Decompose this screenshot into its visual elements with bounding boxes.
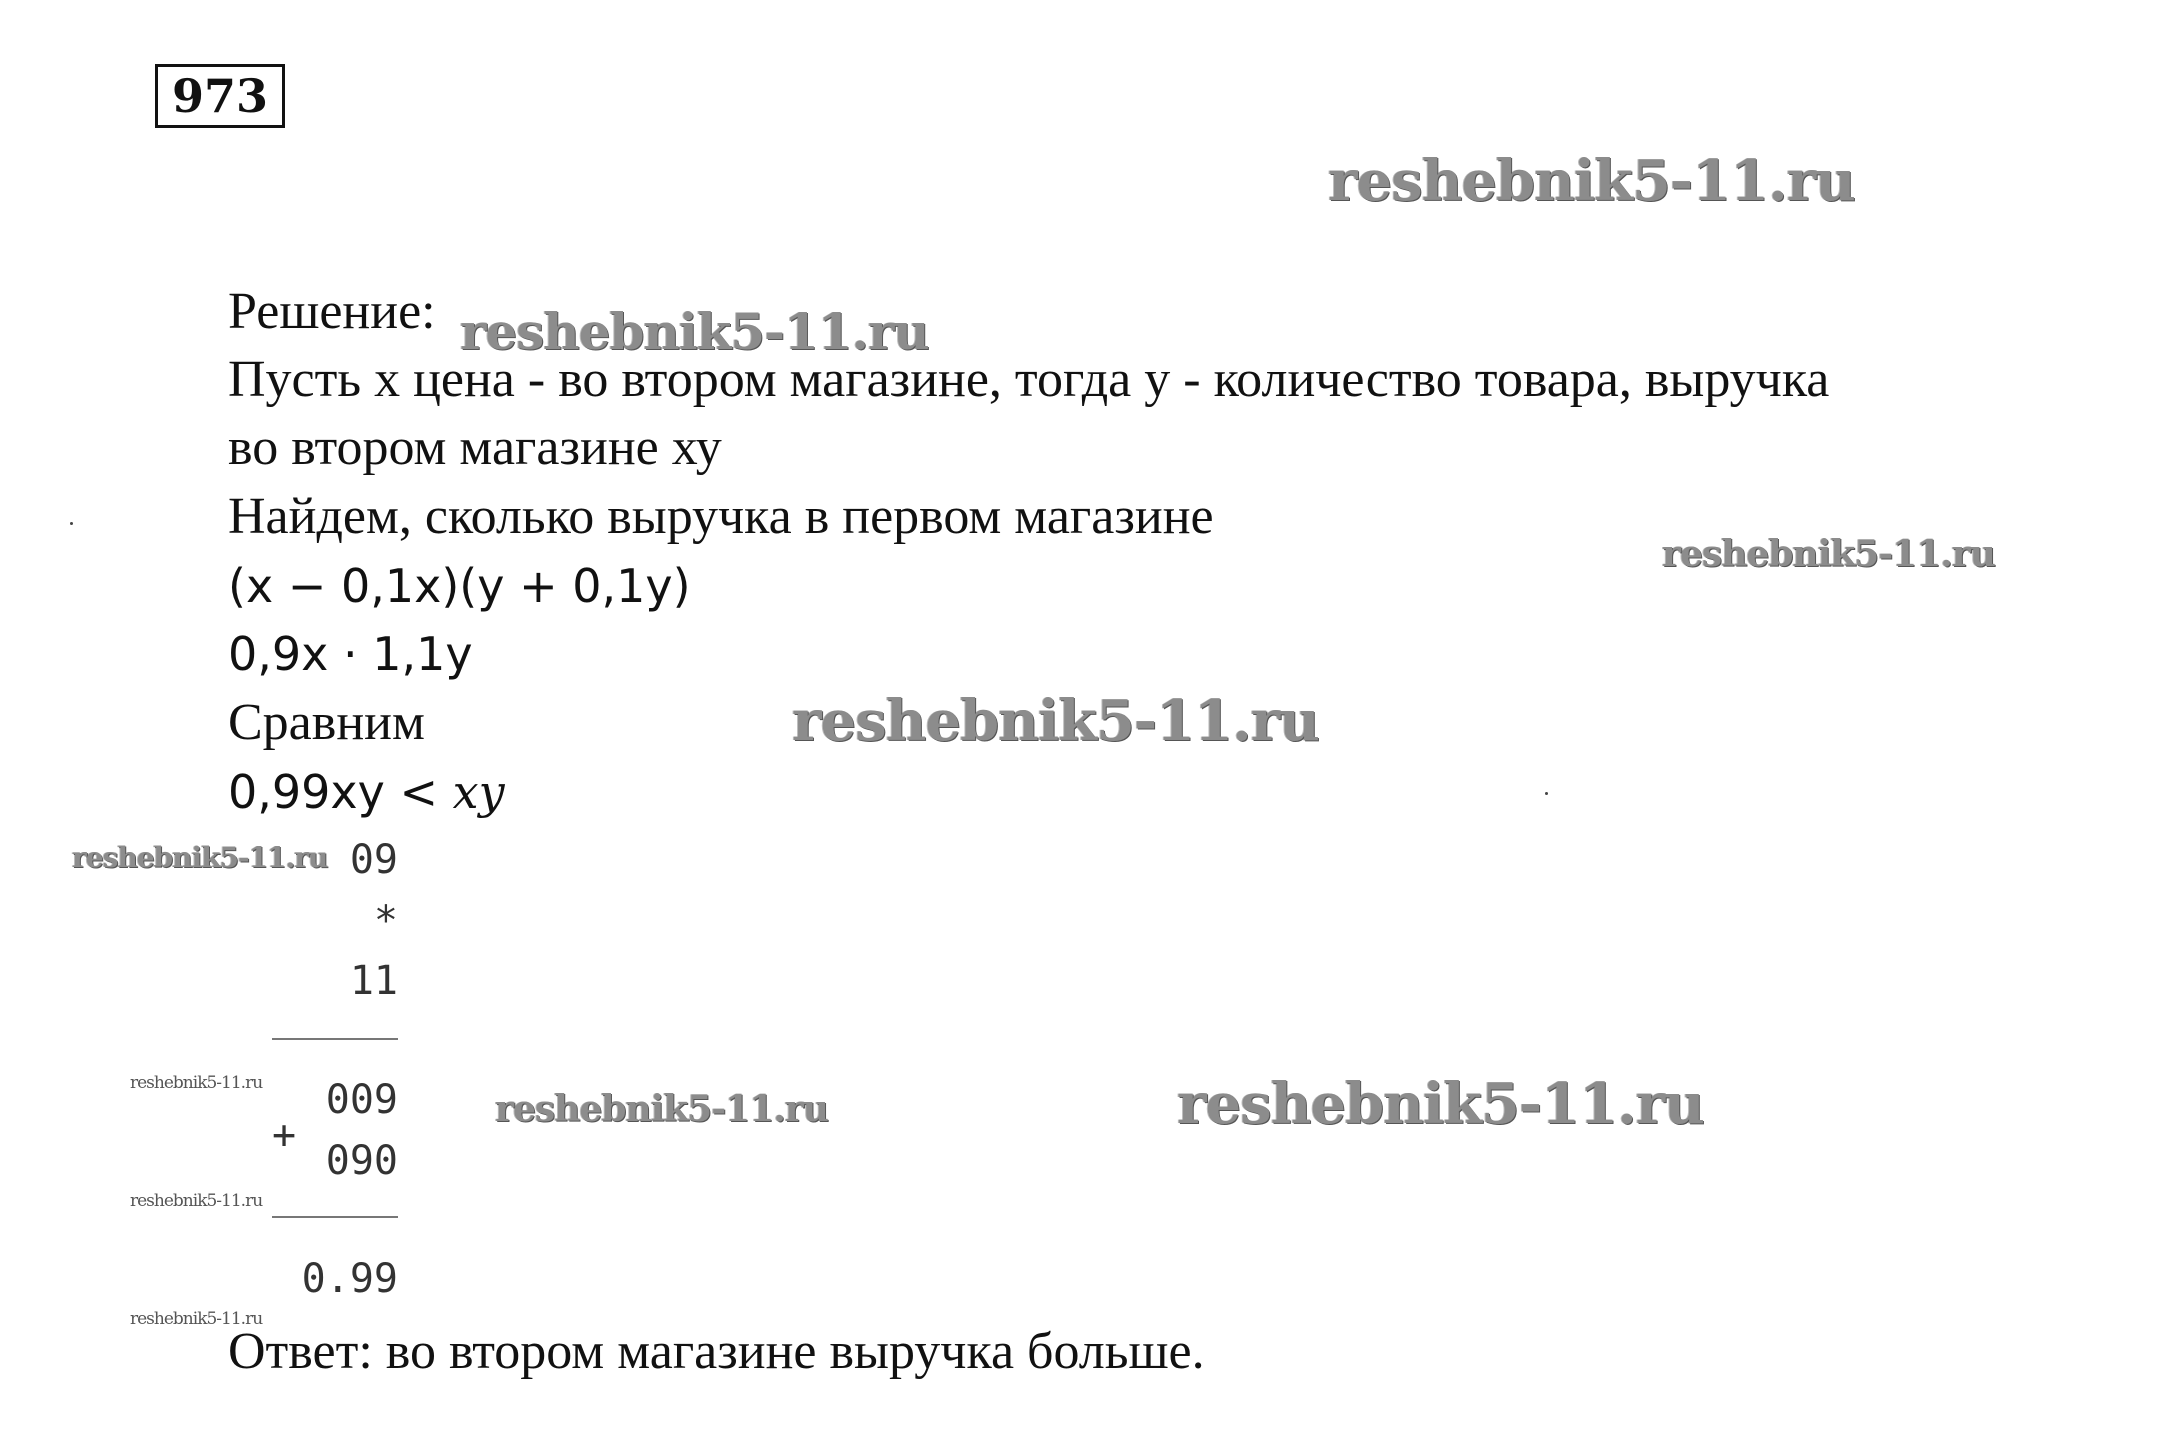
watermark: reshebnik5-11.ru [130, 1073, 263, 1093]
text-line: Найдем, сколько выручка в первом магазине [228, 488, 1214, 545]
partial-product-2: 090 [325, 1138, 398, 1184]
mult-operand-2: 11 [349, 958, 398, 1004]
watermark: reshebnik5-11.ru [130, 1191, 263, 1211]
watermark: reshebnik5-11.ru [1662, 533, 1995, 575]
mult-operand-1: 09 [349, 837, 398, 883]
watermark: reshebnik5-11.ru [792, 688, 1319, 754]
divider-line [272, 1216, 398, 1218]
mult-result: 0.99 [301, 1256, 398, 1302]
divider-line [272, 1038, 398, 1040]
watermark: reshebnik5-11.ru [1177, 1071, 1704, 1137]
answer-line: Ответ: во втором магазине выручка больше. [228, 1323, 1205, 1380]
formula-line: (x − 0,1x)(y + 0,1y) [228, 559, 691, 613]
formula-line: 0,9x · 1,1y [228, 627, 473, 681]
plus-sign: + [272, 1112, 297, 1158]
speck [1545, 792, 1548, 795]
watermark: reshebnik5-11.ru [1328, 148, 1855, 214]
text-line: во втором магазине ху [228, 419, 722, 476]
watermark: reshebnik5-11.ru [72, 841, 328, 874]
inequality-line [228, 762, 505, 822]
speck [70, 522, 73, 525]
watermark: reshebnik5-11.ru [130, 1309, 263, 1329]
text-line: Сравним [228, 694, 425, 751]
inequality-left: 0,99xy < [228, 765, 439, 819]
mult-operator: * [373, 898, 398, 944]
watermark: reshebnik5-11.ru [460, 302, 929, 361]
watermark: reshebnik5-11.ru [495, 1088, 828, 1130]
inequality-right: xy [452, 765, 505, 819]
problem-number: 973 [155, 64, 285, 128]
partial-product-1: 009 [325, 1077, 398, 1123]
text-line: Пусть х цена - во втором магазине, тогда у - количество товара, выручка [228, 351, 1830, 408]
solution-label: Решение: [228, 283, 436, 340]
